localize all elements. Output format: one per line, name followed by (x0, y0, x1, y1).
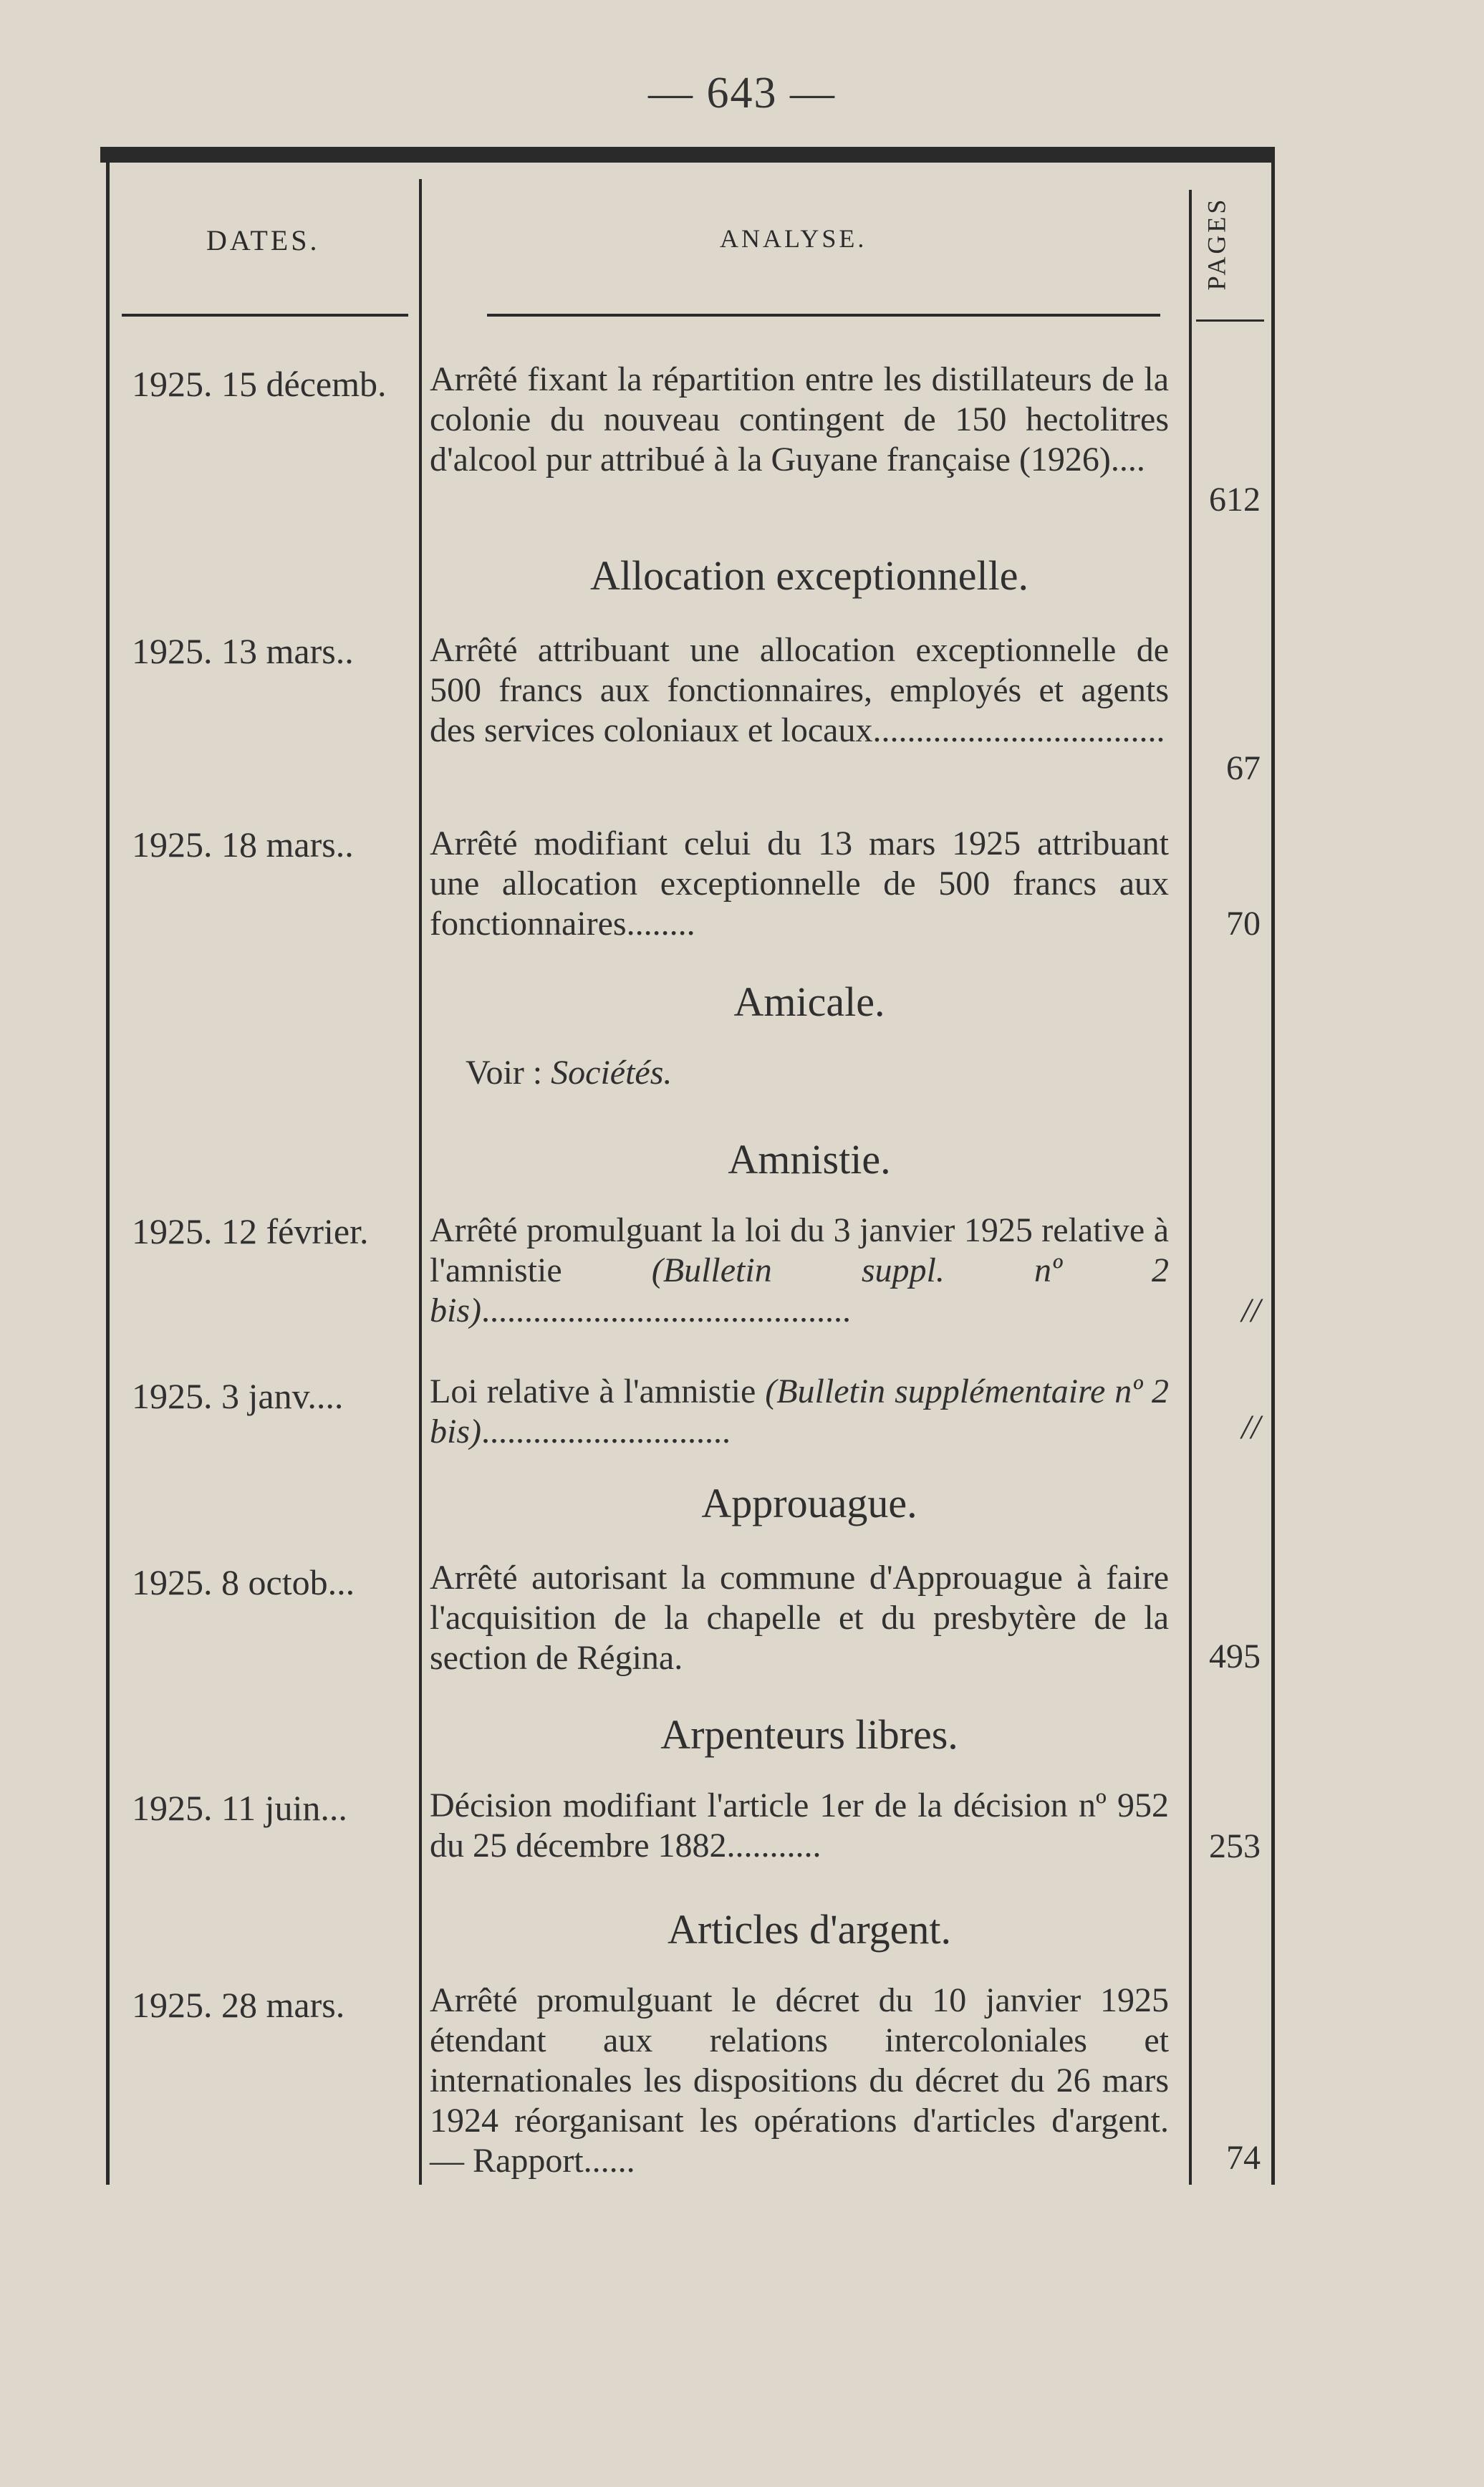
analyse-header: ANALYSE. (720, 224, 867, 253)
entry-date: 1925. 11 juin... (132, 1788, 347, 1828)
voir-target[interactable]: Sociétés. (551, 1054, 673, 1092)
entry-text: Loi relative à l'amnistie (Bulletin supplémentaire nº 2 bis)............................. (430, 1372, 1170, 1451)
entry-text: Arrêté fixant la répartition entre les distillateurs de la colonie du nouveau contingent de 150 hectolitres d'alcool pur attribué à la Guyane française (1926).... (430, 360, 1169, 478)
entry-page: 70 (1226, 905, 1261, 943)
entry-text: Arrêté modifiant celui du 13 mars 1925 attribuant une allocation exceptionnelle de 500 francs aux fonctionnaires........ (430, 824, 1169, 943)
dates-column-divider (419, 179, 422, 2185)
entry-date: 1925. 8 octob... (132, 1562, 355, 1602)
top-rule (100, 147, 1275, 163)
heading-approuague: Approuague. (701, 1480, 917, 1526)
entry-text: Arrêté attribuant une allocation exceptionnelle de 500 francs aux fonctionnaires, employés et agents des services coloniaux et locaux.................................. (430, 631, 1169, 749)
entry-page: 253 (1209, 1827, 1261, 1865)
heading-amicale: Amicale. (733, 978, 885, 1025)
right-border (1271, 161, 1275, 2185)
entry-date: 1925. 12 février. (132, 1211, 369, 1251)
entry-date: 1925. 13 mars.. (132, 631, 354, 671)
entry-date: 1925. 28 mars. (132, 1985, 345, 2025)
entry-date: 1925. 15 décemb. (132, 364, 387, 404)
heading-arpenteurs: Arpenteurs libres. (660, 1711, 958, 1758)
entry-date: 1925. 3 janv.... (132, 1376, 344, 1416)
left-border (106, 161, 110, 2185)
heading-allocation: Allocation exceptionnelle. (589, 552, 1028, 599)
pages-header: PAGES (1202, 196, 1231, 291)
dates-header: DATES. (206, 224, 320, 256)
entry-page: 495 (1209, 1637, 1261, 1675)
pages-header-rule (1196, 319, 1264, 322)
entry-text: Décision modifiant l'article 1er de la décision nº 952 du 25 décembre 1882........... (430, 1786, 1169, 1865)
heading-articles: Articles d'argent. (668, 1906, 951, 1953)
analyse-header-rule (487, 314, 1160, 317)
entry-date: 1925. 18 mars.. (132, 824, 354, 865)
page-number: — 643 — (648, 69, 836, 117)
cross-reference (466, 1053, 672, 1092)
voir-label: Voir : (466, 1054, 543, 1092)
entry-page: // (1241, 1291, 1261, 1329)
entry-page: 612 (1209, 481, 1261, 519)
entry-page: 67 (1226, 749, 1261, 787)
entry-text: Arrêté promulguant la loi du 3 janvier 1925 relative à l'amnistie (Bulletin suppl. nº 2 bis)........................................... (430, 1211, 1170, 1329)
dates-header-rule (122, 314, 408, 317)
entry-text: Arrêté autorisant la commune d'Approuague à faire l'acquisition de la chapelle et du presbytère de la section de Régina. (430, 1559, 1169, 1677)
entry-page: 74 (1226, 2139, 1261, 2177)
entry-page: // (1241, 1408, 1261, 1446)
entry-text: Arrêté promulguant le décret du 10 janvier 1925 étendant aux relations intercoloniales et internationales les dispositions du décret du 26 mars 1924 réorganisant les opérations d'articles d'argent. — Rapport...... (430, 1981, 1169, 2180)
heading-amnistie: Amnistie. (728, 1136, 891, 1183)
